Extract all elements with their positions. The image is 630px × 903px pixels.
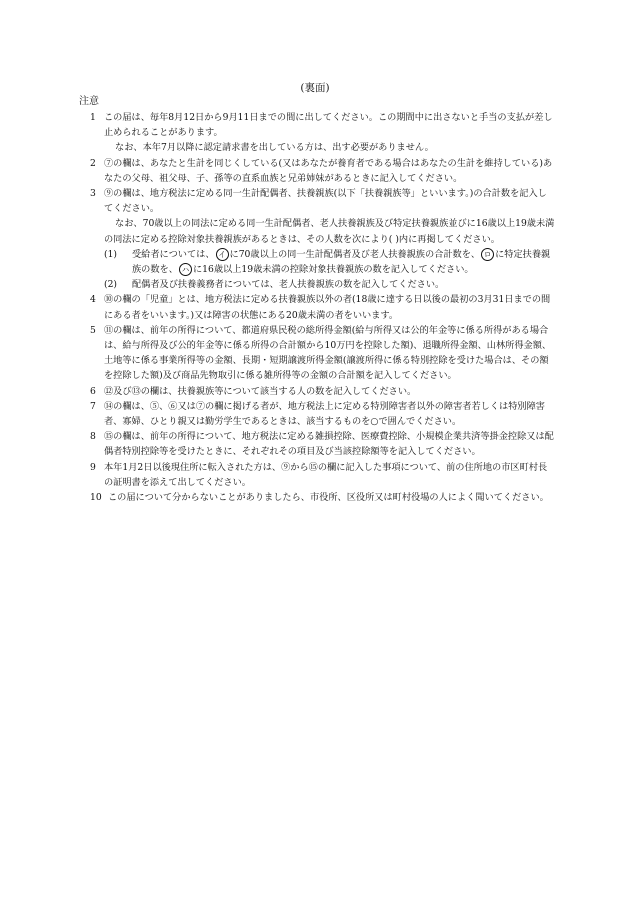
page-heading: (裏面)	[300, 82, 330, 94]
sub-item-text-2: に特定扶養親族の数を、	[132, 248, 551, 276]
note-item	[90, 323, 556, 384]
note-number: 8	[90, 431, 96, 443]
note-number: 3	[90, 188, 96, 200]
note-continuation: なお、70歳以上の同法に定める同一生計配偶者、老人扶養親族及び特定扶養親族並びに16歳以上19歳未満の同法に定める控除対象扶養親族があるときは、その人数を次により( )内に再掲してください。	[104, 218, 555, 245]
note-continuation: なお、本年7月以降に認定請求書を出している方は、出す必要がありません。	[115, 142, 434, 154]
notes-list	[90, 110, 556, 505]
note-item	[90, 156, 556, 186]
note-item	[90, 384, 556, 399]
note-item	[90, 186, 556, 247]
note-item	[90, 110, 556, 156]
note-number: 9	[90, 461, 96, 473]
note-number: 6	[90, 385, 96, 397]
note-number: 10	[90, 492, 102, 504]
note-number: 5	[90, 324, 96, 336]
notes-label: 注意	[79, 96, 99, 107]
note-number: 7	[90, 400, 96, 412]
note-item	[90, 399, 556, 429]
note-text: ⑮の欄は、前年の所得について、地方税法に定める雑損控除、医療費控除、小規模企業共済等掛金控除又は配偶者特別控除等を受けたときに、それぞれその項目及び当該控除額等を記入してください。	[104, 431, 554, 458]
note-item	[90, 490, 556, 505]
sub-item-text: 配偶者及び扶養義務者については、老人扶養親族の数を記入してください。	[132, 279, 445, 291]
sub-item-text-pre: 受給者については、	[132, 248, 215, 260]
sub-item	[90, 247, 556, 277]
sub-item-text-3: に16歳以上19歳未満の控除対象扶養親族の数を記入してください。	[192, 264, 474, 276]
note-text: ⑪の欄は、前年の所得について、都道府県民税の総所得金額(給与所得又は公的年金等に係る所得がある場合は、給与所得及び公的年金等に係る所得の合計額から10万円を控除した額)、退職所得金額、山林所得金額、土地等に係る事業所得等の金額、長期・短期譲渡所得金額(譲渡所得に係る特別控除を受けた場合は、その額を控除した額)及び商品先物取引に係る雑所得等の金額の合計額を記入してください。	[104, 324, 552, 382]
note-number: 1	[90, 112, 96, 123]
note-text: この届について分からないことがありましたら、市役所、区役所又は町村役場の人によく聞いてください。	[108, 492, 549, 504]
sub-item-number: (2)	[104, 279, 118, 291]
circled-ha-marker: ハ	[179, 263, 192, 276]
circled-ro-marker: ロ	[481, 248, 494, 261]
note-text: ⑫及び⑬の欄は、扶養親族等について該当する人の数を記入してください。	[104, 385, 417, 397]
sub-item	[90, 277, 556, 292]
note-text: ⑦の欄は、あなたと生計を同じくしている(又はあなたが養育者である場合はあなたの生計を維持している)あなたの父母、祖父母、子、孫等の直系血族と兄弟姉妹があるときに記入してください。	[104, 157, 553, 184]
circled-i-marker: イ	[216, 248, 229, 261]
note-text: ⑭の欄は、⑤、⑥又は⑦の欄に掲げる者が、地方税法上に定める特別障害者以外の障害者若しくは特別障害者、寡婦、ひとり親又は勤労学生であるときは、該当するものを○で囲んでください。	[104, 400, 545, 428]
note-text: この届は、毎年8月12日から9月11日までの間に出してください。この期間中に出さないと手当の支払が差し止められることがあります。	[104, 112, 553, 139]
sub-item-text	[118, 247, 556, 277]
note-text: ⑨の欄は、地方税法に定める同一生計配偶者、扶養親族(以下「扶養親族等」といいます。)の合計数を記入してください。	[104, 188, 547, 215]
note-number: 2	[90, 157, 96, 169]
note-text: ⑩の欄の「児童」とは、地方税法に定める扶養親族以外の者(18歳に達する日以後の最初の3月31日までの間にある者をいいます。)又は障害の状態にある20歳未満の者をいいます。	[104, 294, 551, 321]
note-number: 4	[90, 294, 96, 306]
sub-item-text-1: に70歳以上の同一生計配偶者及び老人扶養親族の合計数を、	[229, 248, 481, 260]
note-text: 本年1月2日以後現住所に転入された方は、⑨から⑮の欄に記入した事項について、前の住所地の市区町村長の証明書を添えて出してください。	[104, 461, 548, 488]
note-item	[90, 292, 556, 322]
note-item	[90, 429, 556, 459]
sub-item-number: (1)	[104, 248, 118, 260]
note-item	[90, 460, 556, 490]
